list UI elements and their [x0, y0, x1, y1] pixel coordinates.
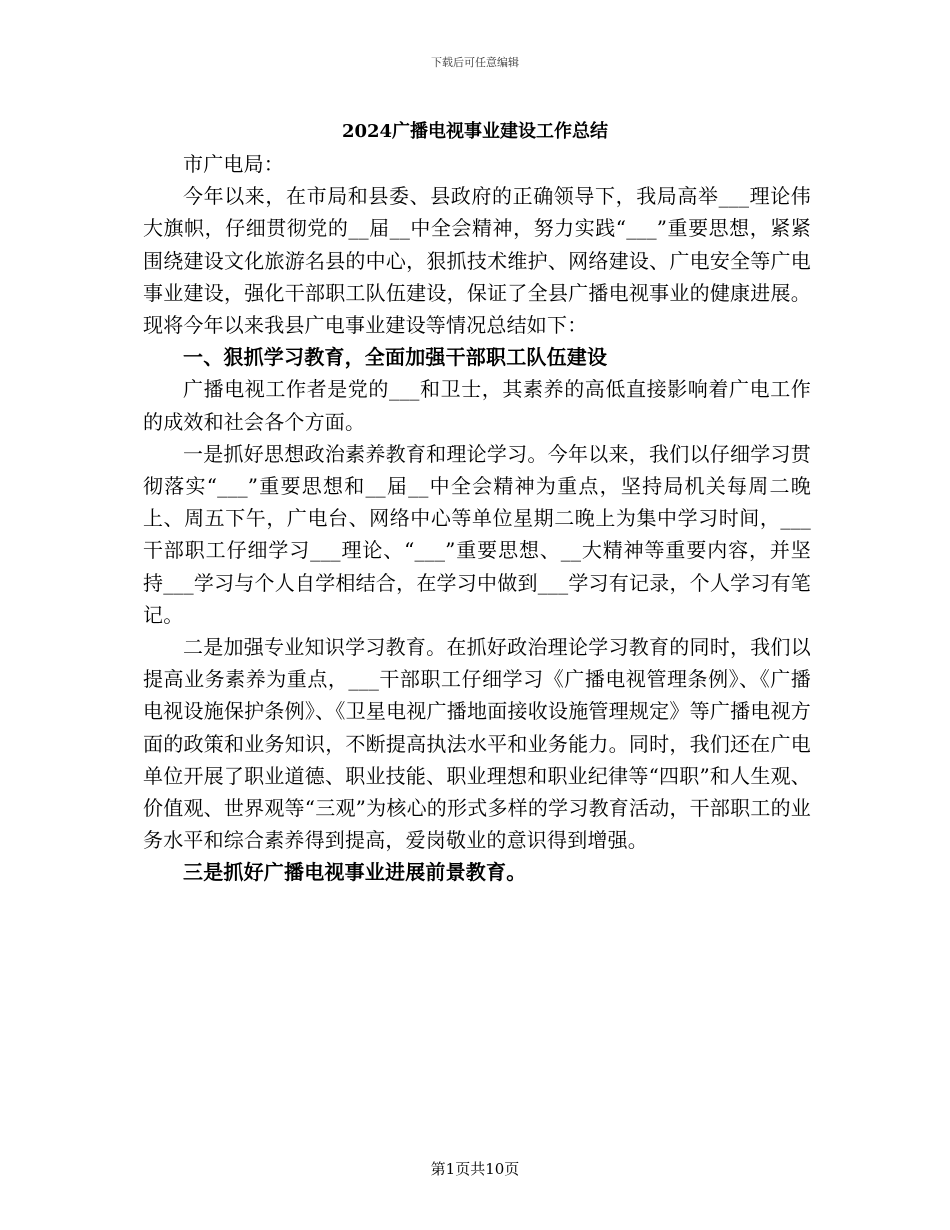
paragraph-point-2: 二是加强专业知识学习教育。在抓好政治理论学习教育的同时，我们以提高业务素养为重点，___干部职工仔细学习《广播电视管理条例》、《广播电视设施保护条例》、《卫星电视广播地面接收设施管理规定》等广播电视方面的政策和业务知识，不断提高执法水平和业务能力。同时，我们还在广电单位开展了职业道德、职业技能、职业理想和职业纪律等“四职”和人生观、价值观、世界观等“三观”为核心的形式多样的学习教育活动，干部职工的业务水平和综合素养得到提高，爱岗敬业的意识得到增强。	[143, 635, 811, 853]
salutation: 市广电局：	[183, 152, 284, 176]
document-body	[143, 148, 811, 889]
paragraph-role: 广播电视工作者是党的___和卫士，其素养的高低直接影响着广电工作的成效和社会各个方面。	[143, 377, 811, 434]
paragraph-intro: 今年以来，在市局和县委、县政府的正确领导下，我局高举___理论伟大旗帜，仔细贯彻党的__届__中全会精神，努力实践“___”重要思想，紧紧围绕建设文化旅游名县的中心，狠抓技术维护、网络建设、广电安全等广电事业建设，强化干部职工队伍建设，保证了全县广播电视事业的健康进展。现将今年以来我县广电事业建设等情况总结如下：	[143, 184, 811, 338]
download-note: 下载后可任意编辑	[431, 56, 519, 69]
page-number: 第1页共10页	[430, 1160, 520, 1178]
section-heading-1: 一、狠抓学习教育，全面加强干部职工队伍建设	[183, 345, 608, 370]
document-title: 2024广播电视事业建设工作总结	[341, 121, 609, 142]
paragraph-point-3-heading: 三是抓好广播电视事业进展前景教育。	[183, 860, 527, 885]
paragraph-point-1: 一是抓好思想政治素养教育和理论学习。今年以来，我们以仔细学习贯彻落实“___”重要思想和__届__中全会精神为重点，坚持局机关每周二晚上、周五下午，广电台、网络中心等单位星期二晚上为集中学习时间，___干部职工仔细学习___理论、“___”重要思想、__大精神等重要内容，并坚持___学习与个人自学相结合，在学习中做到___学习有记录，个人学习有笔记。	[143, 441, 811, 627]
